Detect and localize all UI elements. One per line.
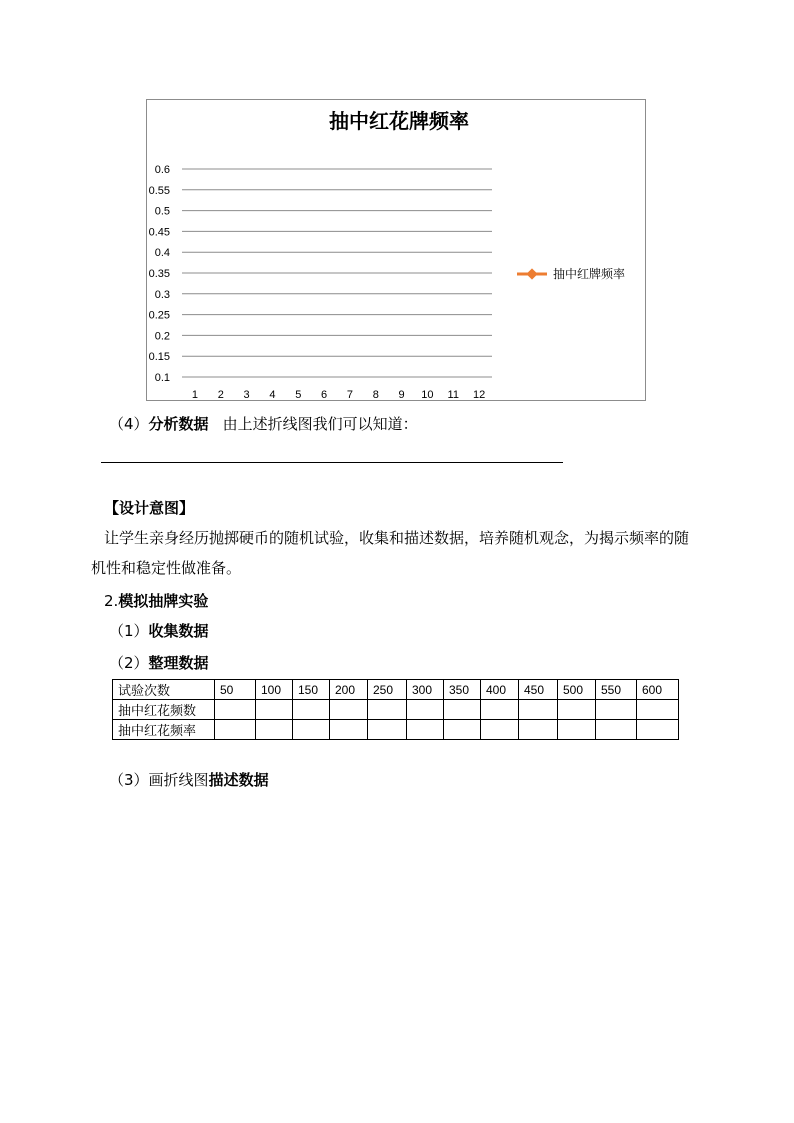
legend-label: 抽中红牌频率: [553, 267, 626, 281]
x-tick-label: 7: [346, 389, 353, 401]
y-axis-ticks: [149, 164, 170, 384]
table-empty-cell[interactable]: [407, 700, 444, 720]
trial-count-cell: 200: [330, 680, 368, 700]
trial-count-cell: 50: [215, 680, 256, 700]
table-empty-cell[interactable]: [444, 700, 481, 720]
chart-title: 抽中红花牌频率: [329, 109, 469, 133]
x-tick-label: 10: [421, 389, 434, 401]
trial-count-cell: 150: [293, 680, 330, 700]
x-tick-label: 5: [295, 389, 302, 401]
design-intent-line1: 让学生亲身经历抛掷硬币的随机试验，收集和描述数据，培养随机观念，为揭示频率的随: [104, 529, 690, 547]
x-tick-label: 12: [472, 389, 486, 401]
table-empty-cell[interactable]: [330, 720, 368, 740]
x-tick-label: 3: [243, 389, 250, 401]
section4-text: 由上述折线图我们可以知道：: [222, 415, 418, 433]
answer-blank-line[interactable]: [101, 462, 563, 463]
table-row: [113, 720, 679, 740]
y-tick-label: 0.5: [154, 205, 170, 218]
y-tick-label: 0.45: [148, 226, 170, 239]
step1-line: [109, 621, 209, 641]
trial-count-cell: 600: [637, 680, 679, 700]
x-tick-label: 2: [217, 389, 224, 401]
chart-legend: [517, 266, 625, 281]
y-tick-label: 0.1: [154, 372, 170, 384]
design-intent-paragraph: [91, 523, 744, 583]
table-empty-cell[interactable]: [637, 700, 679, 720]
table-empty-cell[interactable]: [256, 720, 293, 740]
data-table: [112, 679, 679, 740]
experiment2-title: 模拟抽牌实验: [118, 592, 209, 610]
frequency-line-chart: [146, 99, 646, 401]
table-empty-cell[interactable]: [293, 700, 330, 720]
step2-line: [109, 653, 209, 673]
table-empty-cell[interactable]: [519, 700, 558, 720]
x-tick-label: 8: [372, 389, 379, 401]
table-row-label: 抽中红花频数: [113, 700, 215, 720]
table-empty-cell[interactable]: [519, 720, 558, 740]
table-empty-cell[interactable]: [481, 720, 519, 740]
section4-line: [109, 414, 418, 434]
trial-count-cell: 100: [256, 680, 293, 700]
trial-count-cell: 450: [519, 680, 558, 700]
table-row-label: 抽中红花频率: [113, 720, 215, 740]
trial-count-cell: 550: [596, 680, 637, 700]
table-row-label: 试验次数: [113, 680, 215, 700]
trial-count-cell: 350: [444, 680, 481, 700]
table-empty-cell[interactable]: [330, 700, 368, 720]
trial-count-cell: 250: [368, 680, 407, 700]
x-axis-ticks: [192, 389, 485, 401]
y-tick-label: 0.2: [154, 330, 170, 343]
table-empty-cell[interactable]: [558, 700, 596, 720]
experiment2-number: 2.: [104, 592, 119, 610]
y-tick-label: 0.35: [148, 268, 170, 280]
step3-number: （3）: [109, 771, 149, 789]
table-empty-cell[interactable]: [368, 700, 407, 720]
step2-number: （2）: [109, 654, 149, 672]
trial-count-cell: 300: [407, 680, 444, 700]
table-row: [113, 700, 679, 720]
y-tick-label: 0.15: [148, 351, 170, 364]
trial-count-cell: 500: [558, 680, 596, 700]
table-row: [113, 680, 679, 700]
design-intent-heading: 【设计意图】: [104, 499, 195, 517]
table-empty-cell[interactable]: [215, 720, 256, 740]
trial-count-cell: 400: [481, 680, 519, 700]
step1-number: （1）: [109, 622, 149, 640]
table-empty-cell[interactable]: [444, 720, 481, 740]
y-tick-label: 0.4: [154, 247, 170, 260]
x-tick-label: 9: [398, 389, 405, 401]
section4-number: （4）: [109, 415, 149, 433]
table-empty-cell[interactable]: [368, 720, 407, 740]
x-tick-label: 6: [321, 389, 328, 401]
table-empty-cell[interactable]: [215, 700, 256, 720]
legend-diamond-marker: [526, 268, 537, 279]
step1-text: 收集数据: [148, 622, 209, 640]
table-empty-cell[interactable]: [558, 720, 596, 740]
table-empty-cell[interactable]: [637, 720, 679, 740]
step3-prefix: 画折线图: [148, 771, 209, 789]
y-tick-label: 0.3: [154, 288, 170, 301]
design-intent-line2: 机性和稳定性做准备。: [91, 559, 242, 577]
y-tick-label: 0.55: [148, 184, 170, 197]
step2-text: 整理数据: [148, 654, 209, 672]
chart-canvas: [147, 100, 647, 402]
y-tick-label: 0.6: [154, 164, 170, 176]
experiment2-heading: [104, 591, 208, 611]
section4-heading: 分析数据: [148, 415, 209, 433]
table-empty-cell[interactable]: [596, 700, 637, 720]
x-tick-label: 11: [447, 389, 459, 401]
step3-bold: 描述数据: [208, 771, 269, 789]
table-empty-cell[interactable]: [256, 700, 293, 720]
y-tick-label: 0.25: [148, 309, 170, 322]
table-empty-cell[interactable]: [596, 720, 637, 740]
step3-line: [109, 770, 269, 790]
x-tick-label: 1: [191, 389, 198, 401]
x-tick-label: 4: [269, 389, 276, 401]
table-empty-cell[interactable]: [407, 720, 444, 740]
table-empty-cell[interactable]: [481, 700, 519, 720]
table-empty-cell[interactable]: [293, 720, 330, 740]
chart-gridlines: [182, 169, 492, 377]
